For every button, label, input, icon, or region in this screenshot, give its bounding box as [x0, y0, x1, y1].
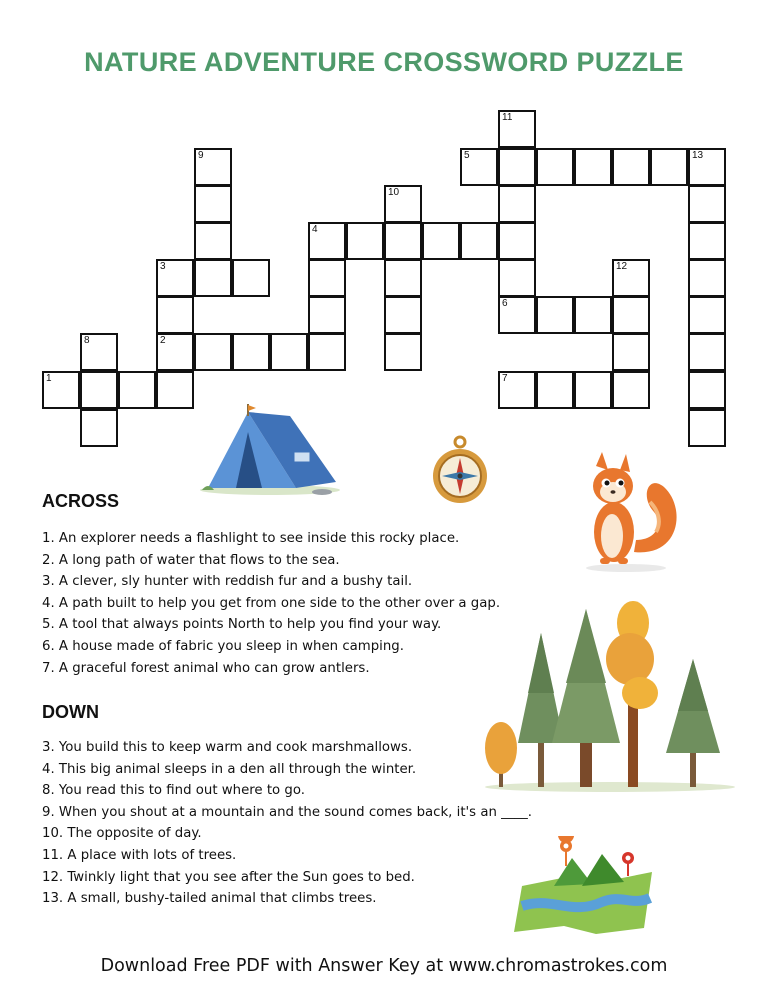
crossword-cell[interactable] — [688, 333, 726, 371]
crossword-cell[interactable] — [118, 371, 156, 409]
crossword-cell[interactable] — [194, 222, 232, 260]
crossword-cell[interactable] — [536, 296, 574, 334]
crossword-cell[interactable] — [384, 296, 422, 334]
clue-number: 11 — [502, 112, 513, 123]
compass-illustration — [430, 434, 490, 506]
clue-number: 6 — [502, 298, 508, 309]
down-clue: 3. You build this to keep warm and cook marshmallows. — [42, 740, 413, 755]
crossword-grid — [0, 0, 768, 460]
clue-number: 9 — [198, 150, 204, 161]
squirrel-illustration — [576, 452, 686, 572]
across-clue: 4. A path built to help you get from one side to the other over a gap. — [42, 595, 501, 611]
clue-number: 3 — [160, 261, 166, 272]
crossword-cell[interactable] — [156, 371, 194, 409]
crossword-cell[interactable] — [384, 333, 422, 371]
crossword-cell[interactable] — [688, 222, 726, 260]
crossword-cell[interactable] — [498, 296, 536, 334]
crossword-cell[interactable] — [422, 222, 460, 260]
crossword-cell[interactable] — [308, 222, 346, 260]
crossword-cell[interactable] — [688, 185, 726, 223]
crossword-cell[interactable] — [80, 409, 118, 447]
crossword-cell[interactable] — [498, 110, 536, 148]
crossword-cell[interactable] — [384, 185, 422, 223]
crossword-cell[interactable] — [612, 371, 650, 409]
tent-illustration — [198, 402, 343, 497]
crossword-cell[interactable] — [384, 222, 422, 260]
clue-number: 1 — [46, 373, 52, 384]
crossword-cell[interactable] — [688, 409, 726, 447]
crossword-cell[interactable] — [536, 148, 574, 186]
crossword-cell[interactable] — [574, 296, 612, 334]
across-heading: ACROSS — [42, 491, 120, 511]
crossword-cell[interactable] — [194, 185, 232, 223]
crossword-cell[interactable] — [308, 333, 346, 371]
down-clue: 4. This big animal sleeps in a den all through the winter. — [42, 761, 417, 777]
download-footer: Download Free PDF with Answer Key at www.chromastrokes.com — [100, 956, 668, 976]
crossword-cell[interactable] — [156, 296, 194, 334]
crossword-cell[interactable] — [498, 371, 536, 409]
crossword-cell[interactable] — [650, 148, 688, 186]
crossword-cell[interactable] — [270, 333, 308, 371]
across-clue: 5. A tool that always points North to help you find your way. — [42, 617, 442, 633]
crossword-cell[interactable] — [232, 333, 270, 371]
crossword-cell[interactable] — [232, 259, 270, 297]
crossword-cell[interactable] — [460, 148, 498, 186]
across-clue: 1. An explorer needs a flashlight to see inside this rocky place. — [42, 531, 460, 546]
crossword-cell[interactable] — [498, 259, 536, 297]
crossword-cell[interactable] — [612, 148, 650, 186]
across-clue: 6. A house made of fabric you sleep in when camping. — [42, 638, 404, 654]
crossword-cell[interactable] — [498, 148, 536, 186]
down-clue: 12. Twinkly light that you see after the Sun goes to bed. — [42, 869, 415, 885]
down-clue: 13. A small, bushy-tailed animal that climbs trees. — [42, 891, 377, 907]
crossword-cell[interactable] — [688, 296, 726, 334]
crossword-cell[interactable] — [536, 371, 574, 409]
crossword-cell[interactable] — [194, 259, 232, 297]
down-clue: 10. The opposite of day. — [42, 826, 202, 842]
crossword-cell[interactable] — [384, 259, 422, 297]
crossword-cell[interactable] — [156, 259, 194, 297]
crossword-cell[interactable] — [612, 259, 650, 297]
crossword-cell[interactable] — [688, 371, 726, 409]
crossword-cell[interactable] — [80, 371, 118, 409]
across-clue: 2. A long path of water that flows to the sea. — [42, 552, 340, 568]
crossword-cell[interactable] — [156, 333, 194, 371]
clue-number: 5 — [464, 150, 470, 161]
down-heading: DOWN — [42, 702, 99, 722]
crossword-cell[interactable] — [574, 371, 612, 409]
crossword-cell[interactable] — [42, 371, 80, 409]
map-illustration — [512, 836, 662, 936]
clue-number: 4 — [312, 224, 318, 235]
across-clue: 7. A graceful forest animal who can grow antlers. — [42, 660, 370, 676]
crossword-cell[interactable] — [688, 148, 726, 186]
crossword-cell[interactable] — [612, 333, 650, 371]
crossword-cell[interactable] — [612, 296, 650, 334]
down-clues — [42, 737, 532, 910]
crossword-cell[interactable] — [498, 222, 536, 260]
crossword-cell[interactable] — [308, 259, 346, 297]
page-title: NATURE ADVENTURE CROSSWORD PUZZLE — [84, 47, 684, 77]
crossword-cell[interactable] — [498, 185, 536, 223]
crossword-cell[interactable] — [308, 296, 346, 334]
clue-number: 7 — [502, 373, 508, 384]
clue-number: 8 — [84, 335, 90, 346]
across-clue: 3. A clever, sly hunter with reddish fur and a bushy tail. — [42, 574, 413, 590]
clue-number: 13 — [692, 150, 704, 161]
clue-number: 10 — [388, 187, 400, 198]
crossword-cell[interactable] — [194, 333, 232, 371]
across-clues — [42, 528, 500, 679]
crossword-cell[interactable] — [346, 222, 384, 260]
crossword-cell[interactable] — [574, 148, 612, 186]
down-clue: 11. A place with lots of trees. — [42, 847, 237, 863]
clue-number: 2 — [160, 335, 166, 346]
down-clue: 9. When you shout at a mountain and the sound comes back, it's an ____. — [42, 804, 532, 820]
clue-number: 12 — [616, 261, 628, 272]
crossword-cell[interactable] — [80, 333, 118, 371]
crossword-cell[interactable] — [688, 259, 726, 297]
down-clue: 8. You read this to find out where to go. — [42, 783, 305, 799]
crossword-cell[interactable] — [194, 148, 232, 186]
crossword-cell[interactable] — [460, 222, 498, 260]
